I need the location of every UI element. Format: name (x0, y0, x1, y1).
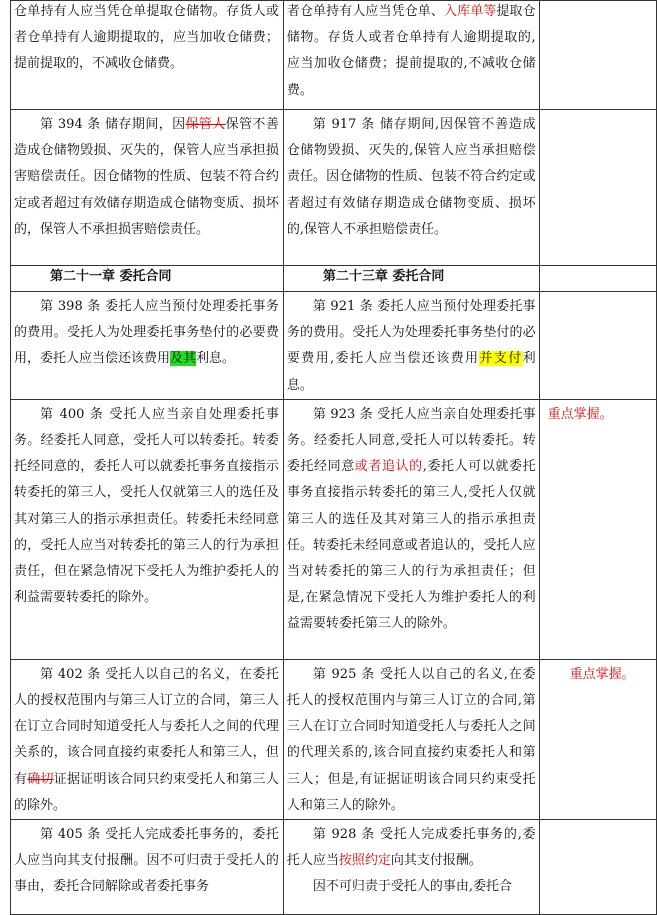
old-law-text: 第 394 条 储存期间，因 (40, 117, 186, 132)
new-law-text: 第 917 条 储存期间,因保管不善造成仓储物毁损、灭失的,保管人应当承担赔偿责任。因仓储物的性质、包装不符合约定或者超过有效储存期造成仓储物变质、损坏的,保管人不承担赔偿责任。 (286, 117, 536, 237)
new-chapter-cell (283, 266, 539, 292)
new-law-text: ,委托人可以就委托事务直接指示转委托的第三人,受托人仅就第三人的选任及其对第三人的指示承担责任。转委托未经同意或者追认的，受托人应当对转委托的第三人的行为承担责任；但是,在紧急情况下受托人为维护委托人的利益需要转委托第三人的除外。 (286, 459, 536, 632)
added-text: 按照约定 (338, 853, 391, 869)
deleted-text: 保管人 (185, 117, 226, 132)
new-law-cell (283, 659, 539, 819)
old-law-text: 第 398 条 委托人应当预付处理委托事务的费用。受托人为处理委托事务垫付的必要费用，委托人应当偿还该费用 (14, 299, 279, 367)
table-row (11, 659, 657, 819)
added-text: 入库单等 (444, 4, 497, 19)
old-law-cell (11, 399, 284, 659)
old-law-text: 保管不善造成仓储物毁损、灭失的，保管人应当承担损害赔偿责任。因仓储物的性质、包装不符合约定或者超过有效储存期造成仓储物变质、损坏的，保管人不承担损害赔偿责任。 (14, 117, 279, 237)
table-row (11, 292, 657, 400)
table-row (11, 820, 657, 915)
old-law-cell (11, 1, 284, 110)
note-cell (539, 110, 656, 266)
old-law-text: 第 400 条 受托人应当亲自处理委托事务。经委托人同意，受托人可以转委托。转委托经同意的，委托人可以就委托事务直接指示转委托的第三人，受托人仅就第三人的选任及其对第三人的指示承担责任。转委托未经同意的，受托人应当对转委托的第三人的行为承担责任，但在紧急情况下受托人为维护委托人的利益需要转委托的除外。 (14, 406, 279, 606)
new-law-cell (283, 1, 539, 110)
note-cell (539, 1, 656, 110)
table-row (11, 110, 657, 266)
note-cell (539, 292, 656, 400)
new-law-text: 第 923 条 受托人应当亲自处理委托事务。经委托人同意,受托人可以转委托。转委托经同意 (286, 406, 536, 475)
new-chapter-heading: 第二十三章 委托合同 (322, 269, 445, 284)
note-cell (539, 659, 656, 819)
highlighted-text: 及其 (170, 351, 197, 367)
old-law-text: 第 402 条 受托人以自己的名义，在委托人的授权范围内与第三人订立的合同，第三人在订立合同时知道受托人与委托人之间的代理关系的，该合同直接约束委托人和第三人，但有 (14, 666, 279, 787)
old-law-text: 证据证明该合同只约束受托人和第三人的除外。 (14, 771, 279, 813)
table-row (11, 1, 657, 110)
chapter-row (11, 266, 657, 292)
new-law-cell (283, 399, 539, 659)
new-law-text: 提取仓储物。存货人或者仓单持有人逾期提取的,应当加收仓储费；提前提取的,不减收仓储费。 (286, 4, 536, 98)
new-law-cell (283, 292, 539, 400)
deleted-text: 确切 (27, 771, 54, 787)
new-law-text: 因不可归责于受托人的事由,委托合 (312, 879, 512, 895)
old-chapter-heading: 第二十一章 委托合同 (50, 269, 172, 284)
new-law-cell (283, 820, 539, 915)
note-cell (539, 820, 656, 915)
new-law-text: 向其支付报酬。 (390, 853, 482, 869)
new-law-text: 利息。 (286, 351, 536, 393)
old-law-text: 仓单持有人应当凭仓单提取仓储物。存货人或者仓单持有人逾期提取的，应当加收仓储费；提前提取的，不减收仓储费。 (14, 4, 279, 72)
new-law-text: 者仓单持有人应当凭仓单、 (286, 4, 445, 19)
old-chapter-cell (11, 266, 284, 292)
key-point-note: 重点掌握。 (569, 666, 635, 682)
new-law-text: 第 925 条 受托人以自己的名义,在委托人的授权范围内与第三人订立的合同,第三人在订立合同时知道受托人与委托人之间的代理关系的,该合同直接约束委托人和第三人；但是,有证据证明该合同只约束受托人和第三人的除外。 (286, 666, 536, 813)
old-law-cell (11, 110, 284, 266)
new-law-text: 第 921 条 委托人应当预付处理委托事务的费用。受托人为处理委托事务垫付的必要费用,委托人应当偿还该费用 (286, 299, 536, 367)
old-law-cell (11, 820, 284, 915)
law-comparison-table (10, 0, 657, 915)
note-cell (539, 266, 656, 292)
old-law-cell (11, 292, 284, 400)
added-text: 或者追认的 (354, 459, 423, 475)
key-point-note: 重点掌握。 (547, 406, 613, 422)
old-law-text: 第 405 条 受托人完成委托事务的，委托人应当向其支付报酬。因不可归责于受托人的事由，委托合同解除或者委托事务 (14, 827, 279, 895)
old-law-text: 利息。 (196, 351, 236, 367)
new-law-text: 第 928 条 受托人完成委托事务的,委托人应当 (286, 827, 536, 869)
old-law-cell (11, 659, 284, 819)
note-cell (539, 399, 656, 659)
highlighted-text: 并支付 (479, 351, 523, 367)
new-law-cell (283, 110, 539, 266)
table-row (11, 399, 657, 659)
